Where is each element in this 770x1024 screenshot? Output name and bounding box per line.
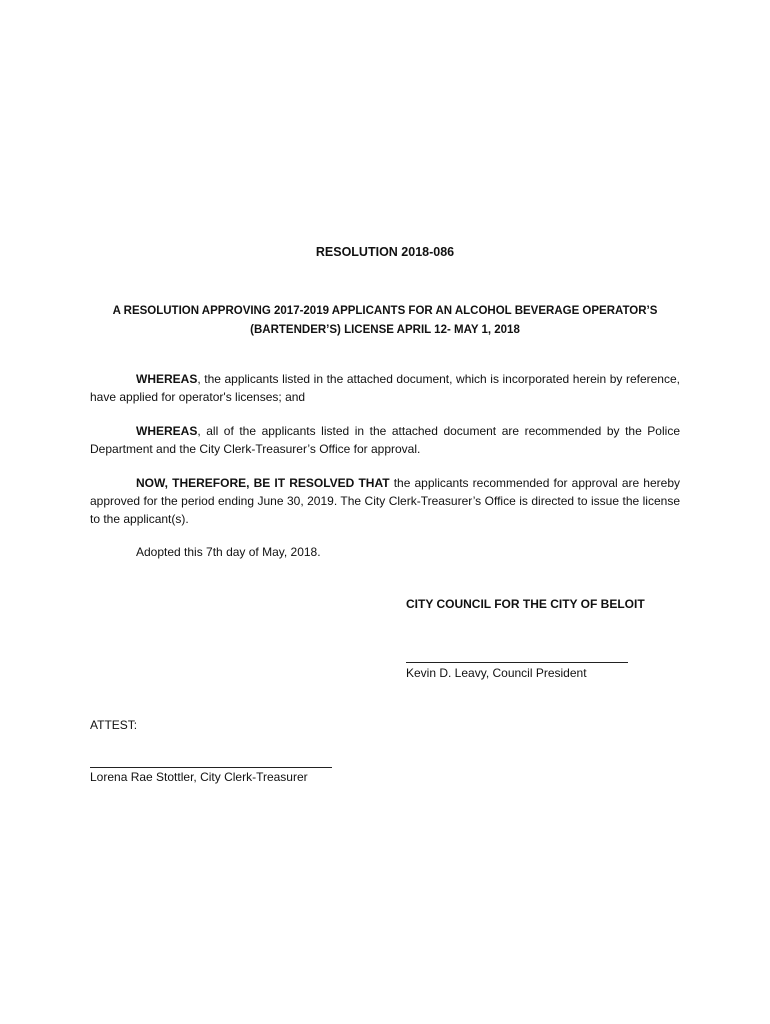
adopted-paragraph [90,543,680,561]
whereas-text-1: , the applicants listed in the attached document, which is incorporated herein by reference, have applied for operator's licenses; and [90,372,680,404]
subtitle-line-2: (BARTENDER’S) LICENSE APRIL 12- MAY 1, 2018 [250,324,520,336]
subtitle-line-1: A RESOLUTION APPROVING 2017-2019 APPLICANTS FOR AN ALCOHOL BEVERAGE OPERATOR’S [112,305,658,317]
council-heading: CITY COUNCIL FOR THE CITY OF BELOIT [406,597,645,611]
president-name: Kevin D. Leavy, Council President [406,666,587,680]
whereas-lead-2: WHEREAS [136,424,198,438]
whereas-paragraph-1 [90,370,680,406]
whereas-paragraph-2 [90,422,680,458]
whereas-lead-1: WHEREAS [136,372,198,386]
adopted-text: Adopted this 7th day of May, 2018. [136,545,321,559]
attest-label: ATTEST: [90,718,138,732]
resolved-paragraph [90,474,680,528]
clerk-name: Lorena Rae Stottler, City Clerk-Treasurer [90,770,308,784]
clerk-signature-line [90,767,332,768]
resolved-lead: NOW, THEREFORE, BE IT RESOLVED THAT [136,476,390,490]
resolved-text: the applicants recommended for approval are hereby approved for the period ending June 30, 2019. The City Clerk-Treasurer’s Office is directed to issue the license to the applicant(s). [90,476,680,526]
resolution-title: RESOLUTION 2018-086 [315,245,455,259]
resolution-subtitle [90,302,680,340]
whereas-text-2: , all of the applicants listed in the attached document are recommended by the Police Department and the City Clerk-Treasurer’s Office for approval. [90,424,680,456]
president-signature-line [406,662,628,663]
